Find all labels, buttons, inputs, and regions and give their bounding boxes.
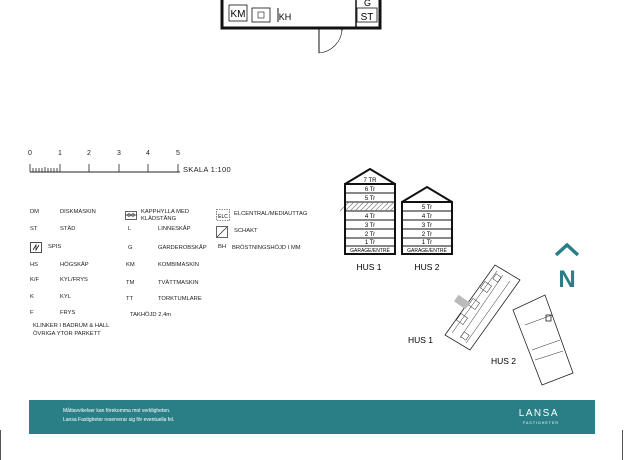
hus2-floor-garage: GARAGE/ENTRÉ	[407, 248, 447, 254]
legend-item-schakt: SCHAKT	[216, 226, 258, 238]
hus1-floor-1: 1 Tr	[364, 240, 376, 246]
hus1-floor-4: 4 Tr	[364, 214, 376, 220]
plan-label-g: G	[364, 0, 372, 8]
site-label-hus1: HUS 1	[408, 335, 434, 345]
plan-label-km: KM	[230, 9, 246, 20]
legend-item-kapphylla: KAPPHYLLA MED KLÄDSTÅNG	[125, 209, 211, 223]
hus1-floor-7: 7 TR	[363, 178, 377, 184]
legend-item-bh: BH BRÖSTNINGSHÖJD I MM	[218, 244, 301, 251]
electrical-icon	[216, 209, 230, 221]
north-arrow	[553, 242, 581, 292]
site-hus1-footprint	[445, 265, 520, 350]
hus2-floor-2: 2 Tr	[421, 232, 433, 238]
legend-item-l: L LINNESKÅP	[128, 226, 191, 232]
hus2-floor-4: 4 Tr	[421, 214, 433, 220]
hus2-floor-3: 3 Tr	[421, 223, 433, 229]
flooring-note-2: ÖVRIGA YTOR PARKETT	[33, 331, 101, 337]
footer-banner	[29, 400, 595, 434]
hus1-floor-3: 3 Tr	[364, 223, 376, 229]
scale-tick-0: 0	[28, 150, 32, 157]
hus2-section-label: HUS 2	[414, 262, 440, 272]
legend-item-kf: K/F KYL/FRYS	[30, 277, 88, 283]
plan-label-kh: KH	[278, 12, 292, 22]
frame-mark-left	[0, 430, 1, 460]
legend-item-st: ST STÄD	[30, 226, 76, 232]
legend-item-spis: SPIS	[30, 242, 61, 253]
legend-item-tm: TM TVÄTTMASKIN	[126, 280, 199, 286]
flooring-note-1: KLINKER I BADRUM & HALL	[33, 323, 110, 329]
floor-plan-fragment	[0, 0, 625, 60]
scale-tick-1: 1	[58, 150, 62, 157]
footer-disclaimer-1: Måttavvikelser kan förekomma mot verkligheten.	[63, 408, 171, 414]
scale-tick-3: 3	[117, 150, 121, 157]
legend	[28, 205, 358, 335]
ceiling-height-note: TAKHÖJD 2,4m	[130, 312, 172, 318]
legend-item-dm: DM DISKMASKIN	[30, 209, 96, 215]
footer-disclaimer-2: Lansa Fastigheter reserverar sig för eventuella fel.	[63, 417, 175, 423]
scale-tick-5: 5	[176, 150, 180, 157]
brand-subtitle: FASTIGHETER	[523, 421, 559, 425]
legend-item-km: KM KOMBIMASKIN	[126, 262, 199, 268]
legend-item-g: G GARDEROBSKÅP	[128, 245, 207, 251]
brand-logo: LANSA	[518, 408, 559, 419]
legend-item-hs: HS HÖGSKÅP	[30, 262, 89, 268]
shaft-icon	[216, 226, 228, 238]
frame-mark-right	[622, 430, 623, 460]
legend-item-tt: TT TORKTUMLARE	[126, 296, 202, 302]
site-label-hus2: HUS 2	[491, 356, 517, 366]
scale-ruler	[28, 160, 188, 174]
scale-label: SKALA 1:100	[183, 165, 231, 174]
flooring-notes	[33, 322, 109, 338]
hus1-floor-garage: GARAGE/ENTRÉ	[350, 248, 390, 254]
building-hus1-section	[340, 169, 395, 272]
hus1-section-label: HUS 1	[356, 262, 382, 272]
legend-item-elcentral: ELC ELCENTRAL/MEDIAUTTAG	[216, 209, 307, 221]
hanger-icon	[125, 209, 137, 221]
legend-item-k: K KYL	[30, 294, 71, 300]
legend-item-f: F FRYS	[30, 310, 76, 316]
stove-icon	[30, 242, 42, 253]
scale-tick-4: 4	[146, 150, 150, 157]
hus2-floor-1: 1 Tr	[421, 240, 433, 246]
svg-text:ELC: ELC	[218, 214, 228, 220]
plan-label-st: ST	[360, 12, 374, 23]
hus1-floor-2: 2 Tr	[364, 232, 376, 238]
site-hus2-footprint	[513, 295, 573, 385]
north-label: N	[558, 266, 576, 292]
hus2-floor-5: 5 Tr	[421, 205, 433, 211]
hus1-floor-6: 6 Tr	[364, 187, 376, 193]
hus1-floor-5: 5 Tr	[364, 196, 376, 202]
scale-tick-2: 2	[87, 150, 91, 157]
